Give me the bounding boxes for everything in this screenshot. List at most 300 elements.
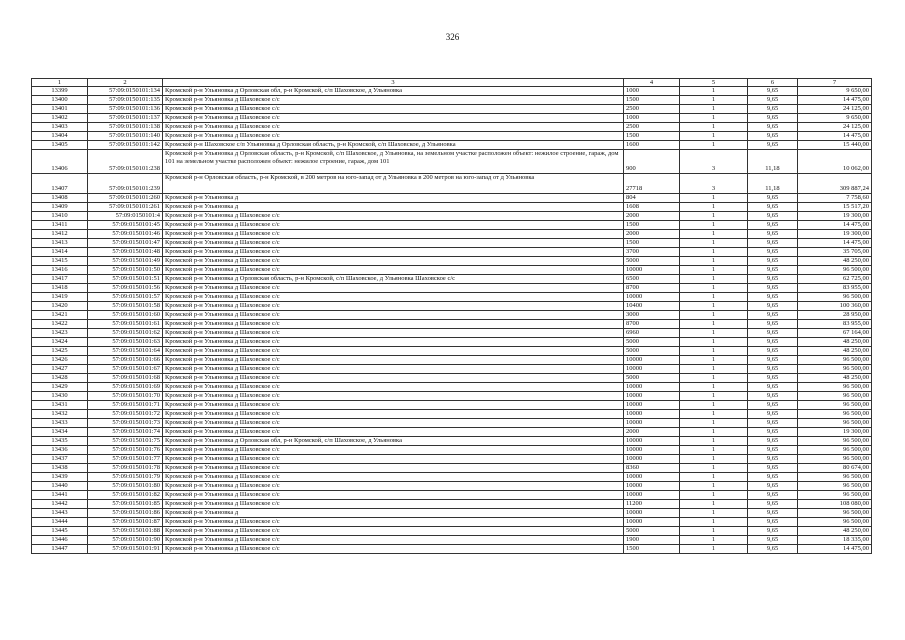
table-row	[32, 114, 872, 123]
value-cell: 15 440,00	[798, 141, 872, 150]
rate-cell: 9,65	[748, 491, 798, 500]
row-number-cell: 13412	[32, 230, 88, 239]
cadastral-number-cell: 57:09:0150101:238	[88, 150, 163, 174]
cadastral-number-cell: 57:09:0150101:137	[88, 114, 163, 123]
row-number-cell: 13406	[32, 150, 88, 174]
area-cell: 10000	[624, 383, 680, 392]
value-cell: 96 500,00	[798, 365, 872, 374]
area-cell: 1500	[624, 96, 680, 105]
category-cell: 1	[680, 284, 748, 293]
category-cell: 1	[680, 545, 748, 554]
address-cell: Кромской р-н Ульяновка д Шаховское с/с	[163, 491, 624, 500]
area-cell: 10000	[624, 356, 680, 365]
table-header-row	[32, 79, 872, 87]
address-cell: Кромской р-н Ульяновка д	[163, 509, 624, 518]
column-header: 3	[163, 79, 624, 87]
cadastral-number-cell: 57:09:0150101:76	[88, 446, 163, 455]
category-cell: 1	[680, 428, 748, 437]
cadastral-number-cell: 57:09:0150101:60	[88, 311, 163, 320]
cadastral-number-cell: 57:09:0150101:62	[88, 329, 163, 338]
area-cell: 2500	[624, 123, 680, 132]
address-cell: Кромской р-н Ульяновка д Шаховское с/с	[163, 338, 624, 347]
area-cell: 11200	[624, 500, 680, 509]
cadastral-number-cell: 57:09:0150101:87	[88, 518, 163, 527]
category-cell: 1	[680, 230, 748, 239]
value-cell: 28 950,00	[798, 311, 872, 320]
address-cell: Кромской р-н Ульяновка д Шаховское с/с	[163, 239, 624, 248]
category-cell: 1	[680, 105, 748, 114]
table-row	[32, 302, 872, 311]
table-row	[32, 410, 872, 419]
address-cell: Кромской р-н Ульяновка д Шаховское с/с	[163, 365, 624, 374]
table-row	[32, 230, 872, 239]
rate-cell: 9,65	[748, 329, 798, 338]
category-cell: 1	[680, 141, 748, 150]
category-cell: 1	[680, 338, 748, 347]
address-cell: Кромской р-н Ульяновка д Шаховское с/с	[163, 284, 624, 293]
rate-cell: 9,65	[748, 536, 798, 545]
data-table	[31, 78, 872, 554]
category-cell: 1	[680, 455, 748, 464]
table-row	[32, 347, 872, 356]
category-cell: 1	[680, 96, 748, 105]
cadastral-number-cell: 57:09:0150101:75	[88, 437, 163, 446]
row-number-cell: 13421	[32, 311, 88, 320]
value-cell: 24 125,00	[798, 123, 872, 132]
rate-cell: 9,65	[748, 221, 798, 230]
table-row	[32, 174, 872, 194]
table-body	[32, 79, 872, 554]
cadastral-number-cell: 57:09:0150101:45	[88, 221, 163, 230]
address-cell: Кромской р-н Ульяновка д Орловская обл, р-н Кромской, с/п Шаховское, д Ульяновка	[163, 87, 624, 96]
rate-cell: 9,65	[748, 401, 798, 410]
row-number-cell: 13435	[32, 437, 88, 446]
row-number-cell: 13419	[32, 293, 88, 302]
area-cell: 10000	[624, 509, 680, 518]
category-cell: 1	[680, 365, 748, 374]
rate-cell: 9,65	[748, 320, 798, 329]
cadastral-number-cell: 57:09:0150101:68	[88, 374, 163, 383]
rate-cell: 9,65	[748, 482, 798, 491]
table-row	[32, 141, 872, 150]
category-cell: 1	[680, 518, 748, 527]
value-cell: 10 062,00	[798, 150, 872, 174]
rate-cell: 9,65	[748, 194, 798, 203]
category-cell: 1	[680, 221, 748, 230]
table-row	[32, 248, 872, 257]
area-cell: 10000	[624, 446, 680, 455]
value-cell: 19 300,00	[798, 230, 872, 239]
category-cell: 1	[680, 464, 748, 473]
row-number-cell: 13437	[32, 455, 88, 464]
row-number-cell: 13411	[32, 221, 88, 230]
row-number-cell: 13403	[32, 123, 88, 132]
address-cell: Кромской р-н Ульяновка д Шаховское с/с	[163, 212, 624, 221]
area-cell: 10000	[624, 518, 680, 527]
area-cell: 5000	[624, 338, 680, 347]
address-cell: Кромской р-н Ульяновка д Шаховское с/с	[163, 230, 624, 239]
address-cell: Кромской р-н Ульяновка д Шаховское с/с	[163, 545, 624, 554]
value-cell: 35 705,00	[798, 248, 872, 257]
row-number-cell: 13402	[32, 114, 88, 123]
area-cell: 2000	[624, 212, 680, 221]
cadastral-number-cell: 57:09:0150101:63	[88, 338, 163, 347]
table-row	[32, 239, 872, 248]
category-cell: 1	[680, 473, 748, 482]
address-cell: Кромской р-н Ульяновка д Шаховское с/с	[163, 311, 624, 320]
table-row	[32, 275, 872, 284]
value-cell: 48 250,00	[798, 374, 872, 383]
cadastral-number-cell: 57:09:0150101:69	[88, 383, 163, 392]
value-cell: 96 500,00	[798, 266, 872, 275]
address-cell: Кромской р-н Ульяновка д	[163, 203, 624, 212]
rate-cell: 9,65	[748, 446, 798, 455]
rate-cell: 9,65	[748, 239, 798, 248]
category-cell: 1	[680, 347, 748, 356]
area-cell: 3000	[624, 311, 680, 320]
area-cell: 10000	[624, 365, 680, 374]
table-row	[32, 500, 872, 509]
category-cell: 1	[680, 266, 748, 275]
address-cell: Кромской р-н Ульяновка д Шаховское с/с	[163, 464, 624, 473]
address-cell: Кромской р-н Ульяновка д Шаховское с/с	[163, 123, 624, 132]
category-cell: 1	[680, 257, 748, 266]
table-row	[32, 473, 872, 482]
area-cell: 10000	[624, 410, 680, 419]
category-cell: 1	[680, 401, 748, 410]
area-cell: 1608	[624, 203, 680, 212]
cadastral-number-cell: 57:09:0150101:138	[88, 123, 163, 132]
value-cell: 48 250,00	[798, 347, 872, 356]
rate-cell: 9,65	[748, 275, 798, 284]
value-cell: 19 300,00	[798, 428, 872, 437]
area-cell: 10000	[624, 491, 680, 500]
category-cell: 1	[680, 203, 748, 212]
value-cell: 80 674,00	[798, 464, 872, 473]
address-cell: Кромской р-н Ульяновка д Шаховское с/с	[163, 455, 624, 464]
value-cell: 100 360,00	[798, 302, 872, 311]
row-number-cell: 13445	[32, 527, 88, 536]
row-number-cell: 13444	[32, 518, 88, 527]
cadastral-number-cell: 57:09:0150101:70	[88, 392, 163, 401]
table-row	[32, 545, 872, 554]
rate-cell: 9,65	[748, 230, 798, 239]
table-row	[32, 266, 872, 275]
table-row	[32, 401, 872, 410]
rate-cell: 9,65	[748, 257, 798, 266]
value-cell: 83 955,00	[798, 320, 872, 329]
value-cell: 96 500,00	[798, 455, 872, 464]
category-cell: 1	[680, 320, 748, 329]
area-cell: 5000	[624, 257, 680, 266]
address-cell: Кромской р-н Ульяновка д Орловская обл, р-н Кромской, с/п Шаховское, д Ульяновка	[163, 437, 624, 446]
table-row	[32, 150, 872, 174]
row-number-cell: 13423	[32, 329, 88, 338]
cadastral-number-cell: 57:09:0150101:77	[88, 455, 163, 464]
category-cell: 1	[680, 527, 748, 536]
category-cell: 1	[680, 491, 748, 500]
column-header: 7	[798, 79, 872, 87]
value-cell: 48 250,00	[798, 527, 872, 536]
area-cell: 10000	[624, 401, 680, 410]
value-cell: 96 500,00	[798, 410, 872, 419]
row-number-cell: 13405	[32, 141, 88, 150]
value-cell: 96 500,00	[798, 518, 872, 527]
row-number-cell: 13416	[32, 266, 88, 275]
value-cell: 19 300,00	[798, 212, 872, 221]
rate-cell: 9,65	[748, 419, 798, 428]
row-number-cell: 13427	[32, 365, 88, 374]
row-number-cell: 13438	[32, 464, 88, 473]
category-cell: 1	[680, 114, 748, 123]
value-cell: 48 250,00	[798, 338, 872, 347]
address-cell: Кромской р-н Ульяновка д Шаховское с/с	[163, 374, 624, 383]
rate-cell: 9,65	[748, 132, 798, 141]
rate-cell: 9,65	[748, 509, 798, 518]
area-cell: 10000	[624, 266, 680, 275]
value-cell: 14 475,00	[798, 96, 872, 105]
value-cell: 96 500,00	[798, 491, 872, 500]
rate-cell: 11,18	[748, 150, 798, 174]
value-cell: 48 250,00	[798, 257, 872, 266]
category-cell: 1	[680, 311, 748, 320]
address-cell: Кромской р-н Ульяновка д Шаховское с/с	[163, 266, 624, 275]
value-cell: 24 125,00	[798, 105, 872, 114]
rate-cell: 9,65	[748, 87, 798, 96]
area-cell: 804	[624, 194, 680, 203]
address-cell: Кромской р-н Ульяновка д Шаховское с/с	[163, 257, 624, 266]
row-number-cell: 13420	[32, 302, 88, 311]
row-number-cell: 13441	[32, 491, 88, 500]
table-row	[32, 96, 872, 105]
area-cell: 5000	[624, 527, 680, 536]
category-cell: 1	[680, 356, 748, 365]
area-cell: 1500	[624, 239, 680, 248]
category-cell: 3	[680, 150, 748, 174]
rate-cell: 9,65	[748, 212, 798, 221]
category-cell: 1	[680, 500, 748, 509]
address-cell: Кромской р-н Ульяновка д Шаховское с/с	[163, 248, 624, 257]
area-cell: 1500	[624, 545, 680, 554]
rate-cell: 9,65	[748, 338, 798, 347]
cadastral-number-cell: 57:09:0150101:260	[88, 194, 163, 203]
table-row	[32, 509, 872, 518]
row-number-cell: 13447	[32, 545, 88, 554]
rate-cell: 11,18	[748, 174, 798, 194]
row-number-cell: 13404	[32, 132, 88, 141]
value-cell: 96 500,00	[798, 419, 872, 428]
cadastral-number-cell: 57:09:0150101:57	[88, 293, 163, 302]
cadastral-number-cell: 57:09:0150101:85	[88, 500, 163, 509]
table-row	[32, 356, 872, 365]
category-cell: 1	[680, 132, 748, 141]
address-cell: Кромской р-н Ульяновка д Шаховское с/с	[163, 105, 624, 114]
value-cell: 108 080,00	[798, 500, 872, 509]
value-cell: 96 500,00	[798, 401, 872, 410]
column-header: 5	[680, 79, 748, 87]
row-number-cell: 13401	[32, 105, 88, 114]
table-row	[32, 311, 872, 320]
row-number-cell: 13428	[32, 374, 88, 383]
area-cell: 5000	[624, 347, 680, 356]
address-cell: Кромской р-н Ульяновка д Шаховское с/с	[163, 428, 624, 437]
rate-cell: 9,65	[748, 203, 798, 212]
cadastral-number-cell: 57:09:0150101:71	[88, 401, 163, 410]
row-number-cell: 13431	[32, 401, 88, 410]
address-cell: Кромской р-н Ульяновка д Шаховское с/с	[163, 536, 624, 545]
row-number-cell: 13436	[32, 446, 88, 455]
table-row	[32, 491, 872, 500]
rate-cell: 9,65	[748, 437, 798, 446]
value-cell: 9 650,00	[798, 114, 872, 123]
cadastral-number-cell: 57:09:0150101:61	[88, 320, 163, 329]
rate-cell: 9,65	[748, 302, 798, 311]
table-row	[32, 87, 872, 96]
column-header: 4	[624, 79, 680, 87]
cadastral-number-cell: 57:09:0150101:261	[88, 203, 163, 212]
value-cell: 96 500,00	[798, 446, 872, 455]
area-cell: 3700	[624, 248, 680, 257]
table-row	[32, 105, 872, 114]
area-cell: 1500	[624, 221, 680, 230]
row-number-cell: 13414	[32, 248, 88, 257]
page-number: 326	[445, 32, 460, 42]
cadastral-number-cell: 57:09:0150101:4	[88, 212, 163, 221]
table-row	[32, 284, 872, 293]
cadastral-number-cell: 57:09:0150101:51	[88, 275, 163, 284]
row-number-cell: 13400	[32, 96, 88, 105]
category-cell: 1	[680, 410, 748, 419]
rate-cell: 9,65	[748, 266, 798, 275]
rate-cell: 9,65	[748, 284, 798, 293]
row-number-cell: 13430	[32, 392, 88, 401]
row-number-cell: 13442	[32, 500, 88, 509]
category-cell: 1	[680, 482, 748, 491]
cadastral-number-cell: 57:09:0150101:72	[88, 410, 163, 419]
address-cell: Кромской р-н Ульяновка д Шаховское с/с	[163, 401, 624, 410]
cadastral-number-cell: 57:09:0150101:58	[88, 302, 163, 311]
table-row	[32, 428, 872, 437]
category-cell: 1	[680, 536, 748, 545]
value-cell: 96 500,00	[798, 473, 872, 482]
rate-cell: 9,65	[748, 518, 798, 527]
value-cell: 14 475,00	[798, 545, 872, 554]
value-cell: 309 887,24	[798, 174, 872, 194]
cadastral-number-cell: 57:09:0150101:67	[88, 365, 163, 374]
value-cell: 96 500,00	[798, 392, 872, 401]
row-number-cell: 13424	[32, 338, 88, 347]
area-cell: 1000	[624, 114, 680, 123]
row-number-cell: 13409	[32, 203, 88, 212]
value-cell: 15 517,20	[798, 203, 872, 212]
address-cell: Кромской р-н Ульяновка д Шаховское с/с	[163, 500, 624, 509]
row-number-cell: 13433	[32, 419, 88, 428]
cadastral-number-cell: 57:09:0150101:56	[88, 284, 163, 293]
table-row	[32, 419, 872, 428]
rate-cell: 9,65	[748, 464, 798, 473]
area-cell: 10000	[624, 437, 680, 446]
cadastral-number-cell: 57:09:0150101:82	[88, 491, 163, 500]
category-cell: 3	[680, 174, 748, 194]
value-cell: 96 500,00	[798, 437, 872, 446]
table-row	[32, 392, 872, 401]
area-cell: 10400	[624, 302, 680, 311]
rate-cell: 9,65	[748, 374, 798, 383]
table-row	[32, 329, 872, 338]
area-cell: 1600	[624, 141, 680, 150]
address-cell: Кромской р-н Ульяновка д Шаховское с/с	[163, 356, 624, 365]
area-cell: 6960	[624, 329, 680, 338]
area-cell: 900	[624, 150, 680, 174]
row-number-cell: 13418	[32, 284, 88, 293]
table-row	[32, 320, 872, 329]
address-cell: Кромской р-н Ульяновка д	[163, 194, 624, 203]
cadastral-number-cell: 57:09:0150101:135	[88, 96, 163, 105]
category-cell: 1	[680, 194, 748, 203]
address-cell: Кромской р-н Ульяновка д Шаховское с/с	[163, 221, 624, 230]
column-header: 1	[32, 79, 88, 87]
category-cell: 1	[680, 329, 748, 338]
value-cell: 14 475,00	[798, 132, 872, 141]
area-cell: 1500	[624, 132, 680, 141]
cadastral-number-cell: 57:09:0150101:136	[88, 105, 163, 114]
cadastral-number-cell: 57:09:0150101:90	[88, 536, 163, 545]
area-cell: 2500	[624, 105, 680, 114]
row-number-cell: 13429	[32, 383, 88, 392]
row-number-cell: 13407	[32, 174, 88, 194]
table-row	[32, 455, 872, 464]
row-number-cell: 13439	[32, 473, 88, 482]
value-cell: 96 500,00	[798, 356, 872, 365]
rate-cell: 9,65	[748, 500, 798, 509]
row-number-cell: 13443	[32, 509, 88, 518]
value-cell: 67 164,00	[798, 329, 872, 338]
table-row	[32, 482, 872, 491]
row-number-cell: 13422	[32, 320, 88, 329]
value-cell: 62 725,00	[798, 275, 872, 284]
category-cell: 1	[680, 275, 748, 284]
table-row	[32, 132, 872, 141]
cadastral-number-cell: 57:09:0150101:79	[88, 473, 163, 482]
value-cell: 96 500,00	[798, 383, 872, 392]
cadastral-number-cell: 57:09:0150101:74	[88, 428, 163, 437]
cadastral-number-cell: 57:09:0150101:66	[88, 356, 163, 365]
cadastral-number-cell: 57:09:0150101:49	[88, 257, 163, 266]
cadastral-number-cell: 57:09:0150101:50	[88, 266, 163, 275]
value-cell: 96 500,00	[798, 509, 872, 518]
area-cell: 10000	[624, 455, 680, 464]
table-row	[32, 338, 872, 347]
address-cell: Кромской р-н Ульяновка д Шаховское с/с	[163, 392, 624, 401]
rate-cell: 9,65	[748, 545, 798, 554]
address-cell: Кромской р-н Ульяновка д Шаховское с/с	[163, 482, 624, 491]
row-number-cell: 13410	[32, 212, 88, 221]
rate-cell: 9,65	[748, 123, 798, 132]
rate-cell: 9,65	[748, 392, 798, 401]
rate-cell: 9,65	[748, 248, 798, 257]
category-cell: 1	[680, 293, 748, 302]
value-cell: 96 500,00	[798, 482, 872, 491]
area-cell: 27718	[624, 174, 680, 194]
category-cell: 1	[680, 446, 748, 455]
cadastral-number-cell: 57:09:0150101:80	[88, 482, 163, 491]
category-cell: 1	[680, 212, 748, 221]
table-row	[32, 446, 872, 455]
table-row	[32, 518, 872, 527]
row-number-cell: 13413	[32, 239, 88, 248]
table-row	[32, 464, 872, 473]
rate-cell: 9,65	[748, 96, 798, 105]
